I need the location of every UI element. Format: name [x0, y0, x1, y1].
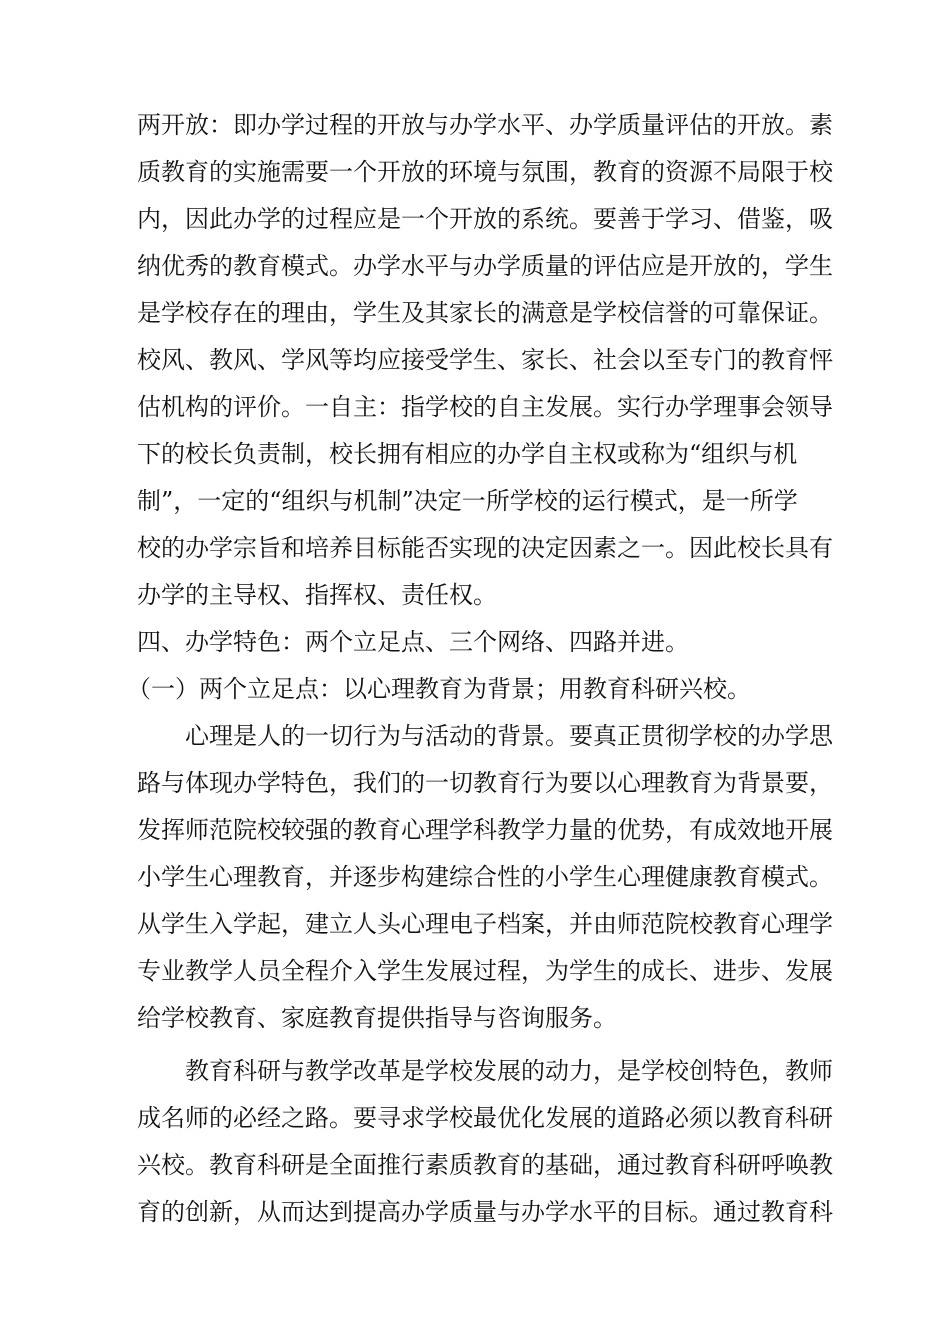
text-line: 路与体现办学特色，我们的一切教育行为要以心理教育为背景要， [137, 769, 833, 797]
body-text [127, 102, 833, 1236]
text-line: 估机构的评价。一自主：指学校的自主发展。实行办学理事会领导 [137, 393, 833, 421]
text-line: 成名师的必经之路。要寻求学校最优化发展的道路必须以教育科研 [137, 1104, 833, 1132]
paragraph-first-line: 教育科研与教学改革是学校发展的动力，是学校创特色，教师 [185, 1057, 833, 1085]
text-line: 两开放：即办学过程的开放与办学水平、办学质量评估的开放。素 [137, 111, 833, 139]
text-line: 办学的主导权、指挥权、责任权。 [137, 581, 497, 609]
section-heading: 四、办学特色：两个立足点、三个网络、四路并进。 [137, 628, 689, 656]
text-line: 发挥师范院校较强的教育心理学科教学力量的优势，有成效地开展 [137, 816, 833, 844]
text-line: 校的办学宗旨和培养目标能否实现的决定因素之一。因此校长具有 [137, 534, 833, 562]
text-line: 从学生入学起，建立人头心理电子档案，并由师范院校教育心理学 [137, 910, 833, 938]
text-line: 质教育的实施需要一个开放的环境与氛围，教育的资源不局限于校 [137, 158, 833, 186]
text-line: 内，因此办学的过程应是一个开放的系统。要善于学习、借鉴，吸 [137, 205, 833, 233]
text-line: 校风、教风、学风等均应接受学生、家长、社会以至专门的教育怦 [137, 346, 833, 374]
text-line: 兴校。教育科研是全面推行素质教育的基础，通过教育科研呼唤教 [137, 1151, 833, 1179]
subsection-heading: （一）两个立足点：以心理教育为背景；用教育科研兴校。 [127, 675, 751, 703]
text-line: 给学校教育、家庭教育提供指导与咨询服务。 [137, 1004, 617, 1032]
text-line: 下的校长负责制，校长拥有相应的办学自主权或称为“组织与机 [137, 440, 798, 468]
text-line: 小学生心理教育，并逐步构建综合性的小学生心理健康教育模式。 [137, 863, 833, 891]
text-line: 制”，一定的“组织与机制”决定一所学校的运行模式，是一所学 [137, 487, 798, 515]
text-line: 专业教学人员全程介入学生发展过程，为学生的成长、进步、发展 [137, 957, 833, 985]
text-line: 纳优秀的教育模式。办学水平与办学质量的评估应是开放的，学生 [137, 252, 833, 280]
text-line: 育的创新，从而达到提高办学质量与办学水平的目标。通过教育科 [137, 1198, 833, 1226]
paragraph-first-line: 心理是人的一切行为与活动的背景。要真正贯彻学校的办学思 [185, 722, 833, 750]
text-line: 是学校存在的理由，学生及其家长的满意是学校信誉的可靠保证。 [137, 299, 833, 327]
